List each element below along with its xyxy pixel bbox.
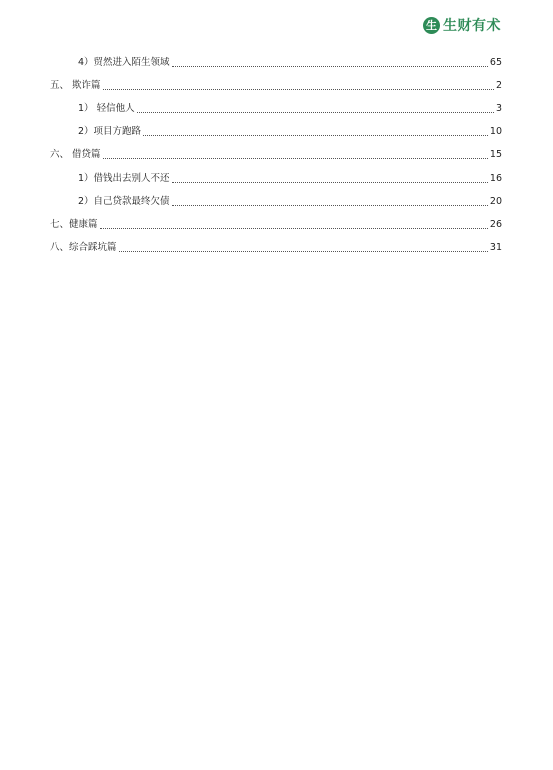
toc-entry-page: 65 [489, 57, 502, 68]
logo-text: 生财有术 [443, 18, 501, 34]
toc-entry-page: 16 [489, 173, 502, 184]
toc-leader-dots [143, 135, 488, 136]
toc-entry-title: 五、 欺诈篇 [50, 80, 101, 91]
toc-entry-title: 六、 借贷篇 [50, 149, 101, 160]
toc-leader-dots [172, 182, 488, 183]
toc-entry-title: 2）自己贷款最终欠债 [78, 196, 170, 207]
toc-entry[interactable] [50, 79, 502, 93]
toc-entry-title: 八、综合踩坑篇 [50, 242, 117, 253]
brand-logo [423, 15, 501, 35]
toc-entry-title: 1） 轻信他人 [78, 103, 135, 114]
toc-entry-title: 七、健康篇 [50, 219, 98, 230]
toc-leader-dots [103, 89, 494, 90]
toc-entry[interactable] [78, 195, 502, 209]
toc-leader-dots [119, 251, 488, 252]
toc-entry-page: 15 [489, 149, 502, 160]
toc-leader-dots [100, 228, 488, 229]
toc-entry-title: 2）项目方跑路 [78, 126, 142, 137]
toc-leader-dots [172, 205, 488, 206]
toc-entry-title: 1）借钱出去别人不还 [78, 173, 170, 184]
toc-entry-page: 31 [489, 242, 502, 253]
toc-leader-dots [137, 112, 494, 113]
toc-entry[interactable] [78, 172, 502, 186]
toc-entry-page: 20 [489, 196, 502, 207]
toc-entry[interactable] [50, 148, 502, 162]
logo-mark-icon: 生 [423, 17, 440, 34]
toc-entry-title: 4）贸然进入陌生领域 [78, 57, 170, 68]
toc-leader-dots [172, 66, 488, 67]
toc-entry[interactable] [50, 241, 502, 255]
toc-entry[interactable] [78, 125, 502, 139]
toc-leader-dots [103, 158, 488, 159]
toc-entry-page: 10 [489, 126, 502, 137]
toc-entry-page: 26 [489, 219, 502, 230]
toc-entry[interactable] [78, 56, 502, 70]
toc-entry-page: 3 [495, 103, 502, 114]
toc-entry-page: 2 [495, 80, 502, 91]
toc-entry[interactable] [50, 218, 502, 232]
toc-entry[interactable] [78, 102, 502, 116]
